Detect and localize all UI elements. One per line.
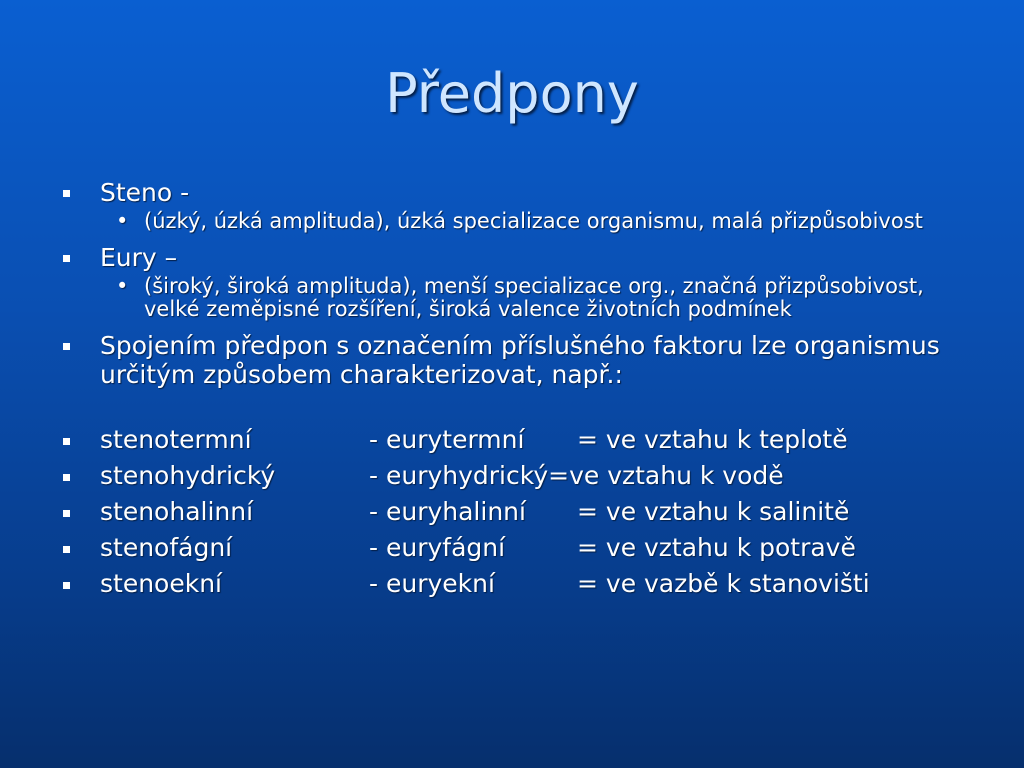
- eury-term: - euryfágní: [369, 533, 506, 562]
- steno-term: stenoekní: [100, 569, 222, 598]
- square-bullet-icon: [63, 546, 70, 553]
- term-meaning: = ve vztahu k potravě: [577, 533, 856, 562]
- bullet-item: [60, 331, 960, 389]
- square-bullet-icon: [63, 474, 70, 481]
- square-bullet-icon: [63, 343, 70, 350]
- bullet-text: Spojením předpon s označením příslušného faktoru lze organismus určitým způsobem charakterizovat, např.:: [100, 331, 940, 389]
- round-bullet-icon: •: [116, 274, 129, 298]
- bullet-item: [60, 178, 960, 207]
- term-row: [60, 566, 960, 602]
- term-row: [60, 494, 960, 530]
- square-bullet-icon: [63, 510, 70, 517]
- steno-term: stenohydrický: [100, 461, 276, 490]
- square-bullet-icon: [63, 438, 70, 445]
- eury-term: [369, 458, 784, 494]
- bullet-text: Eury –: [100, 243, 178, 272]
- spacer: [60, 392, 960, 422]
- slide-title: Předpony: [385, 62, 639, 125]
- term-row: [60, 530, 960, 566]
- eury-term: - eurytermní: [369, 425, 525, 454]
- round-bullet-icon: •: [116, 209, 129, 233]
- sub-bullet-item: [60, 210, 960, 233]
- sub-bullet-text: (úzký, úzká amplituda), úzká specializace organismu, malá přizpůsobivost: [144, 209, 923, 233]
- term-meaning: = ve vztahu k teplotě: [577, 425, 848, 454]
- steno-term: stenohalinní: [100, 497, 254, 526]
- sub-bullet-item: [60, 275, 960, 321]
- bullet-item: [60, 243, 960, 272]
- term-row: [60, 422, 960, 458]
- eury-term: - euryhalinní: [369, 497, 526, 526]
- square-bullet-icon: [63, 582, 70, 589]
- steno-term: stenotermní: [100, 425, 252, 454]
- term-row: [60, 458, 960, 494]
- square-bullet-icon: [63, 255, 70, 262]
- slide-body: [60, 178, 960, 602]
- term-meaning: =ve vztahu k vodě: [548, 461, 784, 490]
- bullet-text: Steno -: [100, 178, 190, 207]
- eury-term-text: - euryhydrický: [369, 461, 549, 490]
- eury-term: - euryekní: [369, 569, 495, 598]
- term-meaning: = ve vazbě k stanovišti: [577, 569, 870, 598]
- sub-bullet-text: (široký, široká amplituda), menší specializace org., značná přizpůsobivost, velké zeměpisné rozšíření, široká valence životních podmínek: [144, 274, 924, 321]
- steno-term: stenofágní: [100, 533, 233, 562]
- square-bullet-icon: [63, 190, 70, 197]
- term-meaning: = ve vztahu k salinitě: [577, 497, 850, 526]
